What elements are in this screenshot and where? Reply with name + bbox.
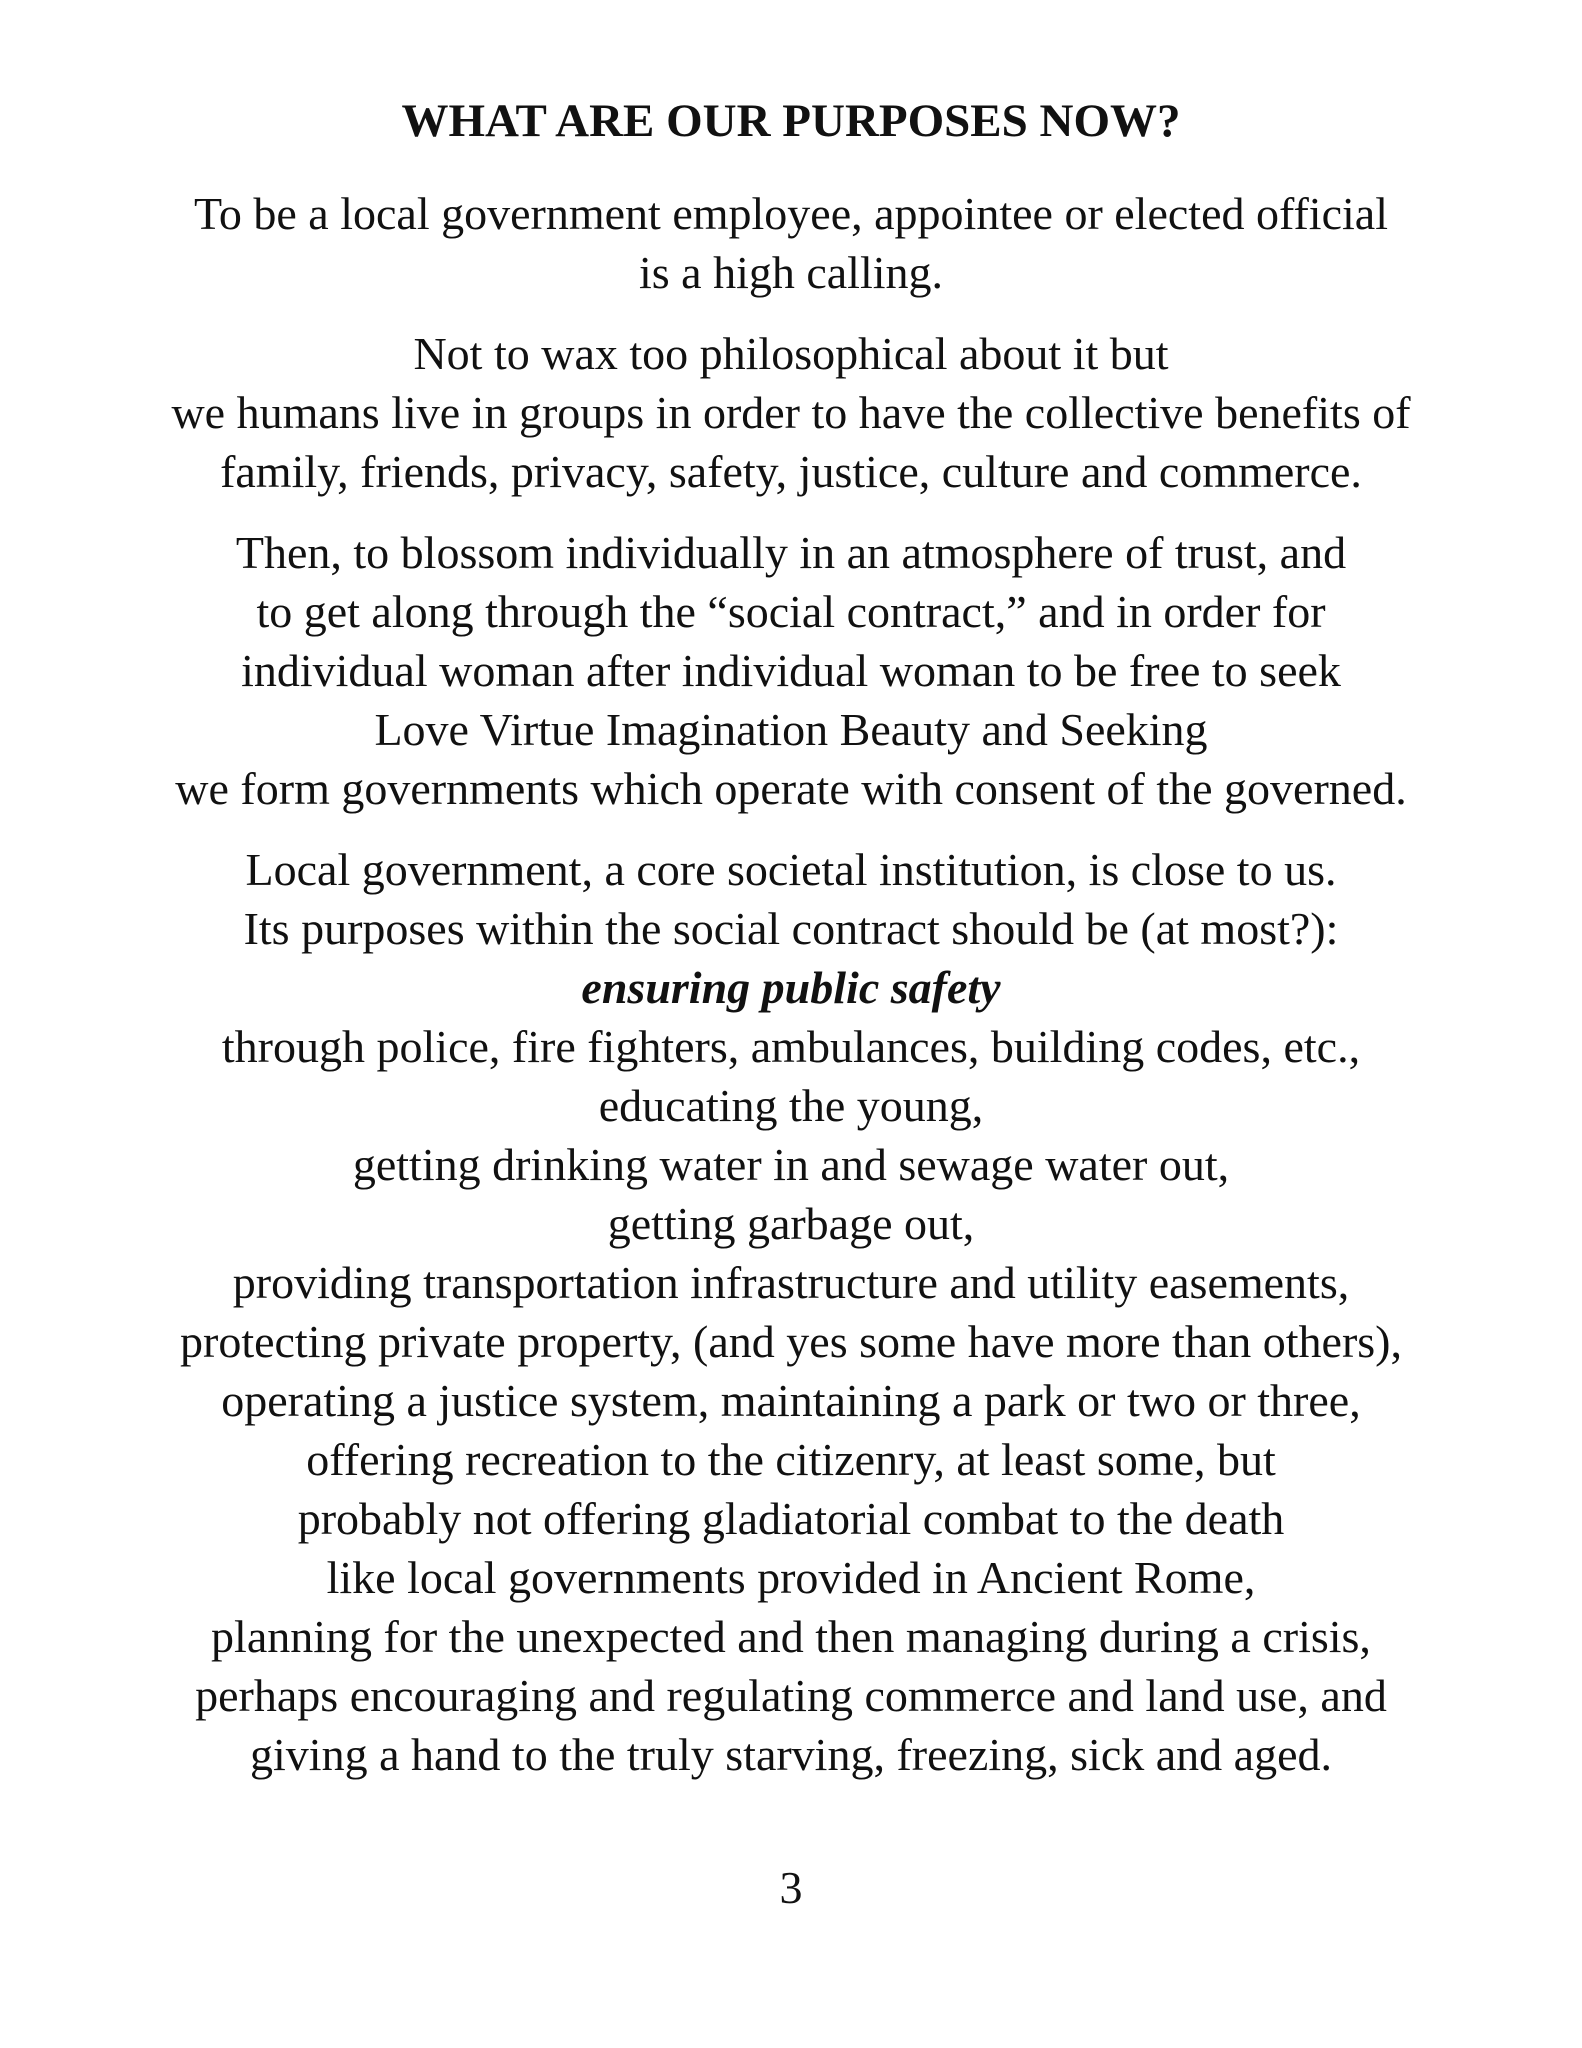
text-line: giving a hand to the truly starving, freezing, sick and aged.: [250, 1729, 1332, 1780]
paragraph-living-in-groups: [60, 324, 1522, 501]
text-line: through police, fire fighters, ambulances, building codes, etc.,: [221, 1021, 1361, 1072]
text-line: is a high calling.: [638, 247, 944, 298]
text-line: perhaps encouraging and regulating commerce and land use, and: [195, 1670, 1387, 1721]
emphasized-phrase: ensuring public safety: [581, 962, 1001, 1013]
text-line: getting garbage out,: [607, 1198, 975, 1249]
page-number: 3: [779, 1862, 803, 1913]
text-line: like local governments provided in Ancient Rome,: [326, 1552, 1256, 1603]
paragraph-high-calling: [60, 184, 1522, 302]
text-line: we form governments which operate with consent of the governed.: [175, 763, 1407, 814]
text-line: Love Virtue Imagination Beauty and Seeking: [374, 704, 1208, 755]
text-line: getting drinking water in and sewage water out,: [352, 1139, 1230, 1190]
text-line: probably not offering gladiatorial combat to the death: [297, 1493, 1285, 1544]
text-line: Not to wax too philosophical about it but: [413, 328, 1169, 379]
page-title: WHAT ARE OUR PURPOSES NOW?: [401, 95, 1181, 147]
paragraph-local-government-purposes: [60, 840, 1522, 1784]
text-line: educating the young,: [598, 1080, 984, 1131]
text-line: we humans live in groups in order to have the collective benefits of: [171, 387, 1411, 438]
text-line: planning for the unexpected and then managing during a crisis,: [211, 1611, 1371, 1662]
text-line: protecting private property, (and yes some have more than others),: [180, 1316, 1402, 1367]
text-line: operating a justice system, maintaining a park or two or three,: [221, 1375, 1361, 1426]
text-line: To be a local government employee, appointee or elected official: [194, 188, 1388, 239]
text-line: Then, to blossom individually in an atmosphere of trust, and: [235, 527, 1347, 578]
text-line: family, friends, privacy, safety, justice, culture and commerce.: [220, 446, 1362, 497]
text-line: to get along through the “social contract,” and in order for: [256, 586, 1326, 637]
text-line: offering recreation to the citizenry, at least some, but: [306, 1434, 1276, 1485]
text-line: providing transportation infrastructure and utility easements,: [232, 1257, 1350, 1308]
text-line: individual woman after individual woman to be free to seek: [241, 645, 1341, 696]
text-line: Its purposes within the social contract should be (at most?):: [243, 903, 1339, 954]
text-line: Local government, a core societal institution, is close to us.: [245, 844, 1337, 895]
paragraph-social-contract: [60, 523, 1522, 818]
